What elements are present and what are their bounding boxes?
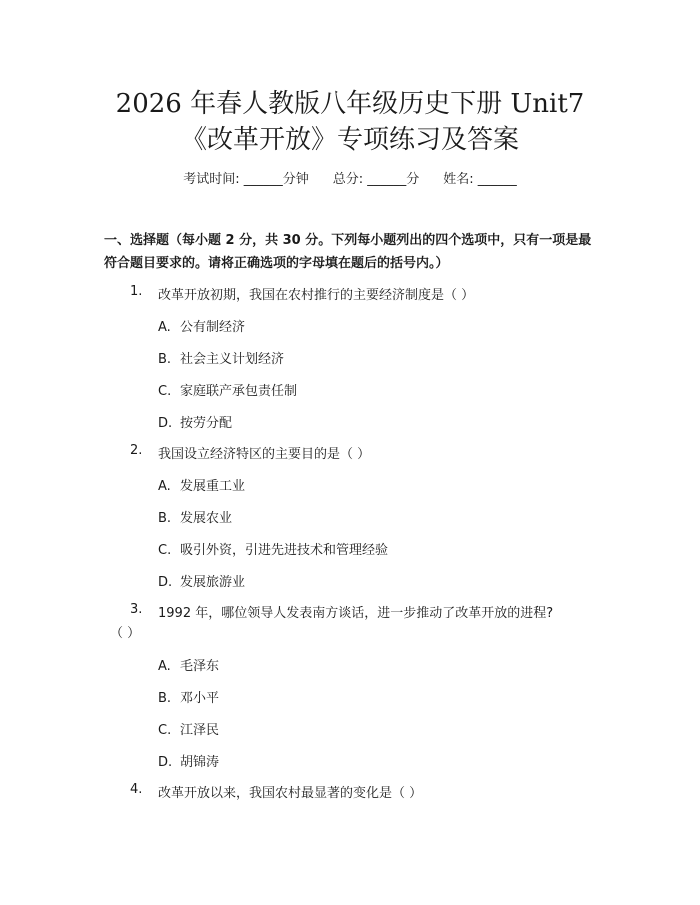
student-name-field: 姓名: ______ [443,172,517,187]
option-d [158,571,245,590]
option-d [158,751,219,770]
question-number: 4. [130,782,143,797]
exam-info-line [0,168,700,187]
option-letter: B. [158,352,172,367]
option-c [158,719,219,738]
option-letter: C. [158,723,172,738]
option-letter: C. [158,543,172,558]
document-title: 2026 年春人教版八年级历史下册 Unit7《改革开放》专项练习及答案 [115,89,585,155]
option-text: 按劳分配 [180,416,233,431]
option-text: 发展旅游业 [180,575,246,590]
option-text: 毛泽东 [180,659,220,674]
section-header-multiple-choice: 一、选择题（每小题 2 分，共 30 分。下列每小题列出的四个选项中，只有一项是最符合题目要求的。请将正确选项的字母填在题后的括号内。） [104,233,592,271]
option-b [158,687,219,706]
option-letter: D. [158,755,173,770]
option-c [158,380,297,399]
option-text: 胡锦涛 [180,755,220,770]
option-text: 邓小平 [180,691,220,706]
option-letter: B. [158,691,172,706]
option-text: 公有制经济 [180,320,246,335]
option-text: 发展重工业 [180,479,246,494]
question-number: 3. [130,602,143,617]
option-a [158,475,245,494]
option-b [158,348,284,367]
total-score-field: 总分: ______分 [332,172,420,187]
option-text: 发展农业 [180,511,233,526]
question-stem: 改革开放以来，我国农村最显著的变化是（ ） [158,786,423,801]
option-text: 吸引外资，引进先进技术和管理经验 [180,543,389,558]
option-letter: D. [158,575,173,590]
question-3-answer-bracket: （ ） [110,626,141,641]
question-number: 2. [130,443,143,458]
option-letter: A. [158,479,171,494]
option-a [158,655,219,674]
option-letter: B. [158,511,172,526]
option-text: 社会主义计划经济 [180,352,285,367]
option-b [158,507,232,526]
option-letter: A. [158,320,171,335]
option-letter: A. [158,659,171,674]
option-d [158,412,232,431]
option-letter: D. [158,416,173,431]
question-stem: 1992 年，哪位领导人发表南方谈话，进一步推动了改革开放的进程? [158,606,554,621]
question-stem: 改革开放初期，我国在农村推行的主要经济制度是（ ） [158,288,475,303]
option-a [158,316,245,335]
question-number: 1. [130,284,143,299]
option-text: 家庭联产承包责任制 [180,384,298,399]
option-c [158,539,388,558]
question-stem: 我国设立经济特区的主要目的是（ ） [158,447,371,462]
option-letter: C. [158,384,172,399]
exam-time-field: 考试时间: ______分钟 [183,172,309,187]
option-text: 江泽民 [180,723,220,738]
